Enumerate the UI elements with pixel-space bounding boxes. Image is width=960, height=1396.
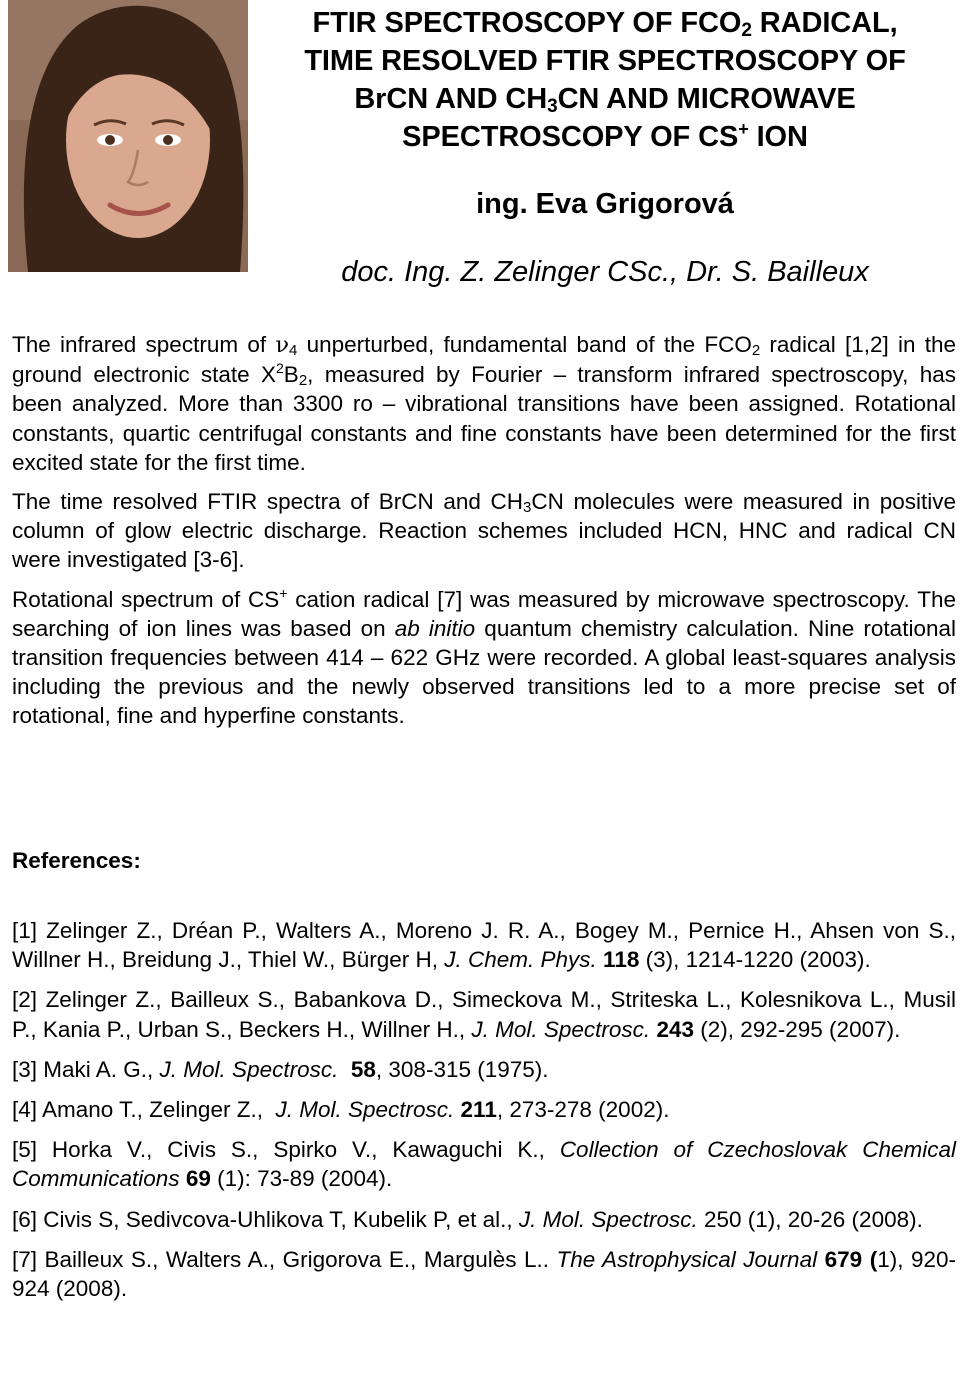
title-line-1: FTIR SPECTROSCOPY OF $FCO_2$ RADICAL, [312, 7, 898, 41]
abstract-paragraph-3: Rotational spectrum of CS+ cation radical [7] was measured by microwave spectroscopy. The searching of ion lines was based on ab initio quantum chemistry calculation. Nine rotational transition frequencies between 414 – 622 GHz were recorded. A global least-squares analysis including the previous and the newly observed transitions led to a more precise set of rotational, fine and hyperfine constants. [12, 584, 956, 729]
supervisors: doc. Ing. Z. Zelinger CSc., Dr. S. Bailleux [341, 256, 869, 288]
abstract [12, 330, 956, 741]
reference-4: [4] Amano T., Zelinger Z., J. Mol. Spectrosc. 211, 273-278 (2002). [12, 1097, 670, 1123]
author-name: ing. Eva Grigorová [476, 188, 734, 220]
reference-7: [7] Bailleux S., Walters A., Grigorova E., Margulès L.. The Astrophysical Journal 679 (1), 920-924 (2008). [12, 1246, 956, 1302]
abstract-paragraph-2: The time resolved FTIR spectra of BrCN and $CH_3CN$ molecules were measured in positive column of glow electric discharge. Reaction schemes included HCN, HNC and radical CN were investigated [3-6]. [12, 489, 956, 573]
title-line-4: SPECTROSCOPY OF CS+ ION [402, 119, 808, 153]
portrait-image [8, 0, 248, 272]
reference-5: [5] Horka V., Civis S., Spirko V., Kawaguchi K., Collection of Czechoslovak Chemical Communications 69 (1): 73-89 (2004). [12, 1137, 956, 1192]
abstract-paragraph-1: The infrared spectrum of $\nu_4$ unperturbed, fundamental band of the $FCO_2$ radical [1,2] in the ground electronic state $X^2B_2$, measured by Fourier – transform infrared spectroscopy, has been analyzed. More than 3300 ro – vibrational transitions have been assigned. Rotational constants, quartic centrifugal constants and fine constants have been determined for the first excited state for the first time. [12, 332, 957, 475]
reference-3: [3] Maki A. G., J. Mol. Spectrosc. 58, 308-315 (1975). [12, 1056, 549, 1082]
title-block [250, 4, 960, 288]
title-line-2: TIME RESOLVED FTIR SPECTROSCOPY OF [304, 45, 906, 77]
references-heading: References: [12, 848, 141, 873]
reference-2: [2] Zelinger Z., Bailleux S., Babankova D., Simeckova M., Striteska L., Kolesnikova L., Musil P., Kania P., Urban S., Beckers H., Willner H., J. Mol. Spectrosc. 243 (2), 292-295 (2007). [12, 987, 956, 1042]
paper-title [250, 4, 960, 156]
author-photo [8, 0, 248, 272]
references-list [12, 916, 956, 1314]
reference-1: [1] Zelinger Z., Dréan P., Walters A., Moreno J. R. A., Bogey M., Pernice H., Ahsen von S., Willner H., Breidung J., Thiel W., Bürger H, J. Chem. Phys. 118 (3), 1214-1220 (2003). [12, 918, 956, 973]
reference-6: [6] Civis S, Sedivcova-Uhlikova T, Kubelik P, et al., J. Mol. Spectrosc. 250 (1), 20-26 (2008). [12, 1206, 923, 1232]
title-line-3: BrCN AND $CH_3CN$ AND MICROWAVE [354, 83, 856, 117]
